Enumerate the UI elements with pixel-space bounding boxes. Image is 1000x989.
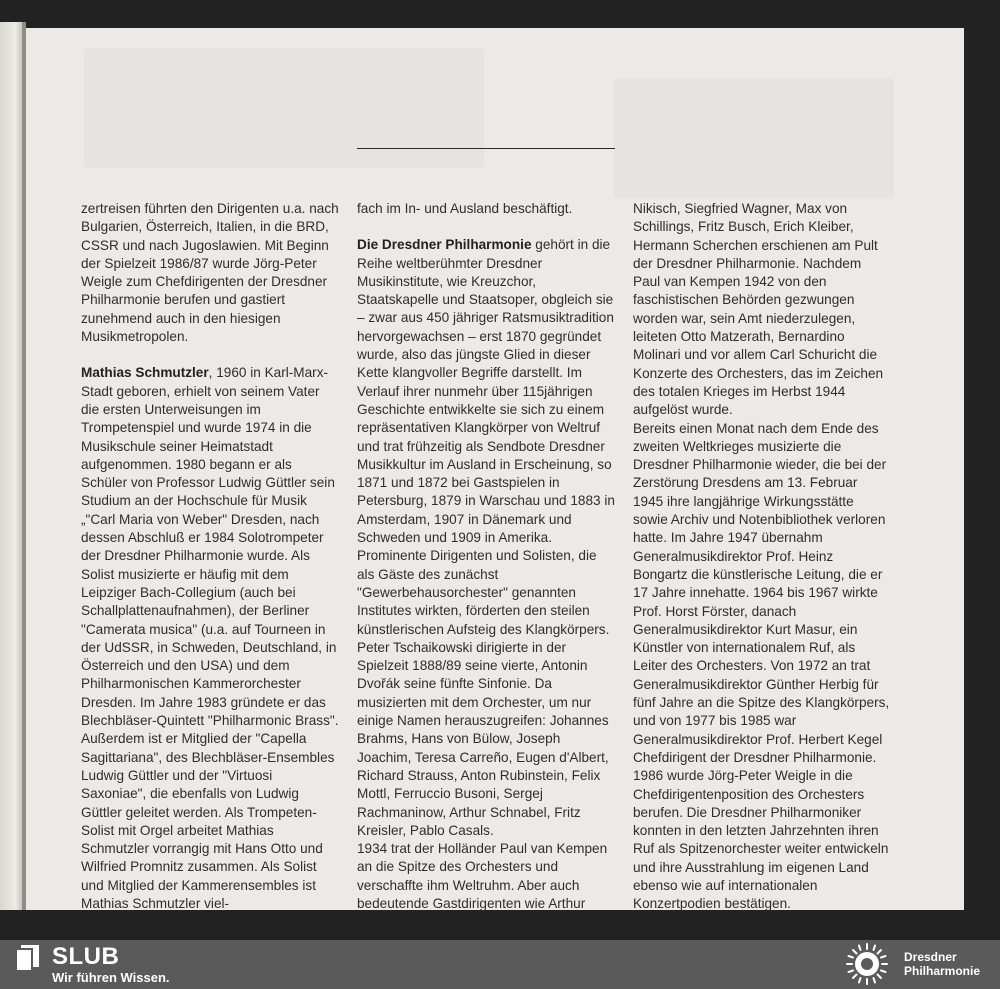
paragraph: [81, 364, 339, 913]
gutter-shadow: [22, 22, 26, 910]
separator-rule: [357, 148, 615, 149]
paragraph: [357, 840, 615, 913]
text-column-1: [81, 200, 339, 913]
paragraph-text: Bereits einen Monat nach dem Ende des zweiten Weltkrieges musizierte die Dresdner Philharmonie wieder, die bei der Zerstörung Dresdens am 13. Februar 1945 ihre langjährige Wirkungsstätte sowie Archiv und Notenbibliothek verloren hatte. Im Jahre 1947 übernahm Generalmusikdirektor Prof. Heinz Bongartz die künstlerische Leitung, die er 17 Jahre innehatte. 1964 bis 1967 wirkte Prof. Horst Förster, danach Generalmusikdirektor Kurt Masur, ein Künstler von internationalem Ruf, als Leiter des Orchesters. Von 1972 an trat Generalmusikdirektor Günther Herbig für fünf Jahre an die Spitze des Klangkörpers, und von 1977 bis 1985 war Generalmusikdirektor Prof. Herbert Kegel Chefdirigent der Dresdner Philharmonie. 1986 wurde Jörg-Peter Weigle in die Chefdirigentenposition des Orchesters berufen. Die Dresdner Philharmoniker konnten in den letzten Jahrzehnten ihren Ruf als Spitzenorchester weiter entwickeln und ihre Ausstrahlung im eigenen Land ebenso wie auf internationalen Konzertpodien bestätigen.: [633, 420, 890, 912]
paragraph-lead: Die Dresdner Philharmonie: [357, 237, 532, 253]
text-column-3: [633, 200, 891, 914]
slub-logo-icon[interactable]: [14, 944, 40, 972]
paragraph: [357, 236, 615, 840]
paragraph: [633, 200, 891, 420]
paragraph-text: , 1960 in Karl-Marx-Stadt geboren, erhielt von seinem Vater die ersten Unterweisungen im Trompetenspiel und wurde 1974 in die Musikschule seiner Heimatstadt aufgenommen. 1980 begann er als Schüler von Professor Ludwig Güttler sein Studium an der Hochschule für Musik „"Carl Maria von Weber" Dresden, nach dessen Abschluß er 1984 Solotrompeter der Dresdner Philharmonie wurde. Als Solist musizierte er häufig mit dem Leipziger Bach-Collegium (auch bei Schallplattenaufnahmen), der Berliner "Camerata musica" (u.a. auf Tourneen in der UdSSR, in Schweden, Deutschland, in Österreich und den USA) und dem Philharmonischen Kammerorchester Dresden. Im Jahre 1983 gründete er das Blechbläser-Quintett "Philharmonic Brass". Außerdem ist er Mitglied der "Capella Sagittariana", des Blechbläser-Ensembles Ludwig Güttler und der "Virtuosi Saxoniae", die ebenfalls von Ludwig Güttler geleitet werden. Als Trompeten-Solist mit Orgel arbeitet Mathias Schmutzler vorrangig mit Hans Otto und Wilfried Promnitz zusammen. Als Solist und Mitglied der Kammerensembles ist Mathias Schmutzler viel-: [81, 365, 339, 911]
paragraph: [357, 200, 615, 218]
paragraph: [633, 420, 891, 914]
paragraph-text: zertreisen führten den Dirigenten u.a. nach Bulgarien, Österreich, Italien, in die BRD, CSSR und nach Jugoslawien. Mit Beginn der Spielzeit 1986/87 wurde Jörg-Peter Weigle zum Chefdirigenten der Dresdner Philharmonie berufen und gastiert zunehmend auch in den hiesigen Musikmetropolen.: [81, 201, 339, 345]
show-through-shadow: [614, 78, 894, 198]
paragraph: [81, 200, 339, 346]
dresdner-philharmonie-logo-icon[interactable]: [842, 941, 892, 987]
paragraph-text: fach im In- und Ausland beschäftigt.: [357, 201, 573, 216]
left-page-edge: [0, 22, 22, 910]
slub-name[interactable]: SLUB: [52, 943, 120, 970]
slub-slogan: Wir führen Wissen.: [52, 970, 170, 985]
paragraph-lead: Mathias Schmutzler: [81, 365, 209, 381]
dresdner-philharmonie-wordmark[interactable]: [904, 950, 980, 978]
partner-line-1: Dresdner: [904, 950, 957, 964]
paragraph-text: gehört in die Reihe weltberühmter Dresdner Musikinstitute, wie Kreuzchor, Staatskapelle und Staatsoper, obgleich sie – zwar aus 450 jähriger Ratsmusiktradition hervorgewachsen – erst 1870 gegründet wurde, also das jüngste Glied in dieser Kette klangvoller Begriffe darstellt. Im Verlauf ihrer nunmehr über 115jährigen Geschichte entwikkelte sie sich zu einem repräsentativen Klangkörper von Weltruf und trat frühzeitig als Sendbote Dresdner Musikkultur im Ausland in Erscheinung, so 1871 und 1872 bei Gastspielen in Petersburg, 1879 in Warschau und 1883 in Amsterdam, 1907 in Dänemark und Schweden und 1909 in Amerika. Prominente Dirigenten und Solisten, die als Gäste des zunächst "Gewerbehausorchester" genannten Institutes wirkten, förderten den steilen künstlerischen Aufsteig des Klangkörpers. Peter Tschaikowski dirigierte in der Spielzeit 1888/89 seine vierte, Antonin Dvořák seine fünfte Sinfonie. Da musizierten mit dem Orchester, um nur einige Namen herauszugreifen: Johannes Brahms, Hans von Bülow, Joseph Joachim, Teresa Carreño, Eugen d'Albert, Richard Strauss, Anton Rubinstein, Felix Mottl, Ferruccio Busoni, Sergej Rachmaninow, Arthur Schnabel, Fritz Kreisler, Pablo Casals.: [357, 237, 615, 838]
paragraph-text: Nikisch, Siegfried Wagner, Max von Schillings, Fritz Busch, Erich Kleiber, Hermann Scherchen erschienen am Pult der Dresdner Philharmonie. Nachdem Paul van Kempen 1942 von den faschistischen Behörden gezwungen worden war, sein Amt niederzulegen, leiteten Otto Matzerath, Bernardino Molinari und vor allem Carl Schuricht die Konzerte des Orchesters, das im Zeichen des totalen Krieges im Herbst 1944 aufgelöst wurde.: [633, 201, 884, 418]
paragraph-text: 1934 trat der Holländer Paul van Kempen an die Spitze des Orchesters und verschaffte ihm Weltruhm. Aber auch bedeutende Gastdirigenten wie Arthur: [357, 841, 608, 911]
show-through-shadow: [84, 48, 484, 168]
partner-line-2: Philharmonie: [904, 964, 981, 978]
text-column-2: [357, 200, 615, 913]
